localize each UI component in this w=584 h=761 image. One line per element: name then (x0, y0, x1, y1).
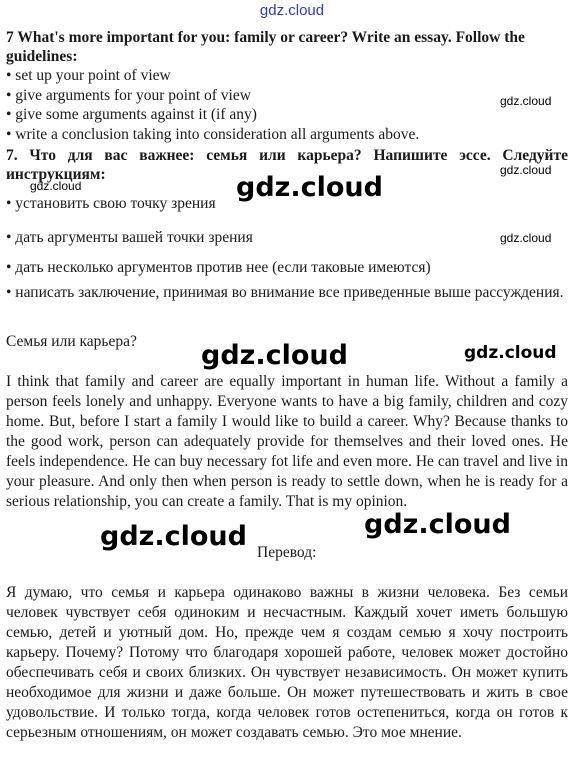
guideline-item: • write a conclusion taking into consideration all arguments above. (6, 126, 420, 143)
instruction-item-ru: • написать заключение, принимая во внимание все приведенные выше рассуждения. (6, 284, 564, 301)
watermark-small: gdz.cloud (500, 163, 552, 177)
instruction-item-ru: • установить свою точку зрения (6, 195, 216, 212)
watermark-small: gdz.cloud (500, 231, 552, 245)
instruction-item-ru: • дать аргументы вашей точки зрения (6, 229, 253, 246)
watermark-small: gdz.cloud (500, 94, 552, 108)
task-title: 7 What's more important for you: family or career? Write an essay. Follow the guidelines: (6, 29, 525, 65)
translation-label: Перевод: (257, 544, 317, 561)
essay-subtitle: Семья или карьера? (6, 333, 137, 350)
watermark-large: gdz.cloud (201, 340, 348, 371)
watermark-large: gdz.cloud (364, 509, 511, 540)
watermark-medium: gdz.cloud (464, 343, 557, 363)
guideline-item: • set up your point of view (6, 67, 171, 84)
watermark-large: gdz.cloud (236, 172, 383, 203)
task-title-ru: 7. Что для вас важнее: семья или карьера? Напишите эссе. Следуйте инструкциям: (6, 147, 568, 183)
guideline-item: • give arguments for your point of view (6, 87, 251, 104)
watermark-top: gdz.cloud (259, 2, 325, 19)
instruction-item-ru: • дать несколько аргументов против нее (если таковые имеются) (6, 259, 431, 276)
guideline-item: • give some arguments against it (if any) (6, 106, 257, 123)
essay-text: I think that family and career are equally important in human life. Without a family a person feels lonely and unhappy. Everyone wants to have a big family, children and cozy home. But, before I start a family I would like to build a career. Why? Because thanks to the good work, person can adequately provide for themselves and their loved ones. He feels independence. He can buy necessary fot life and even more. He can travel and live in your pleasure. And only then when person is ready to settle down, when he is ready for a serious relationship, you can create a family. That is my opinion. (6, 373, 568, 510)
watermark-small: gdz.cloud (30, 179, 82, 193)
watermark-large: gdz.cloud (100, 521, 247, 552)
translation-text: Я думаю, что семья и карьера одинаково важны в жизни человека. Без семьи человек чувствует себя одиноким и несчастным. Каждый хочет иметь большую семью, детей и уютный дом. Но, прежде чем я создам семью я хочу построить карьеру. Почему? Потому что благодаря хорошей работе, человек может достойно обеспечивать себя и своих близких. Он чувствует независимость. Он может купить необходимое для жизни и даже больше. Он может путешествовать и жить в свое удовольствие. И только тогда, когда человек готов остепениться, когда он готов к серьезным отношениям, он может создавать семью. Это мое мнение. (6, 584, 568, 741)
